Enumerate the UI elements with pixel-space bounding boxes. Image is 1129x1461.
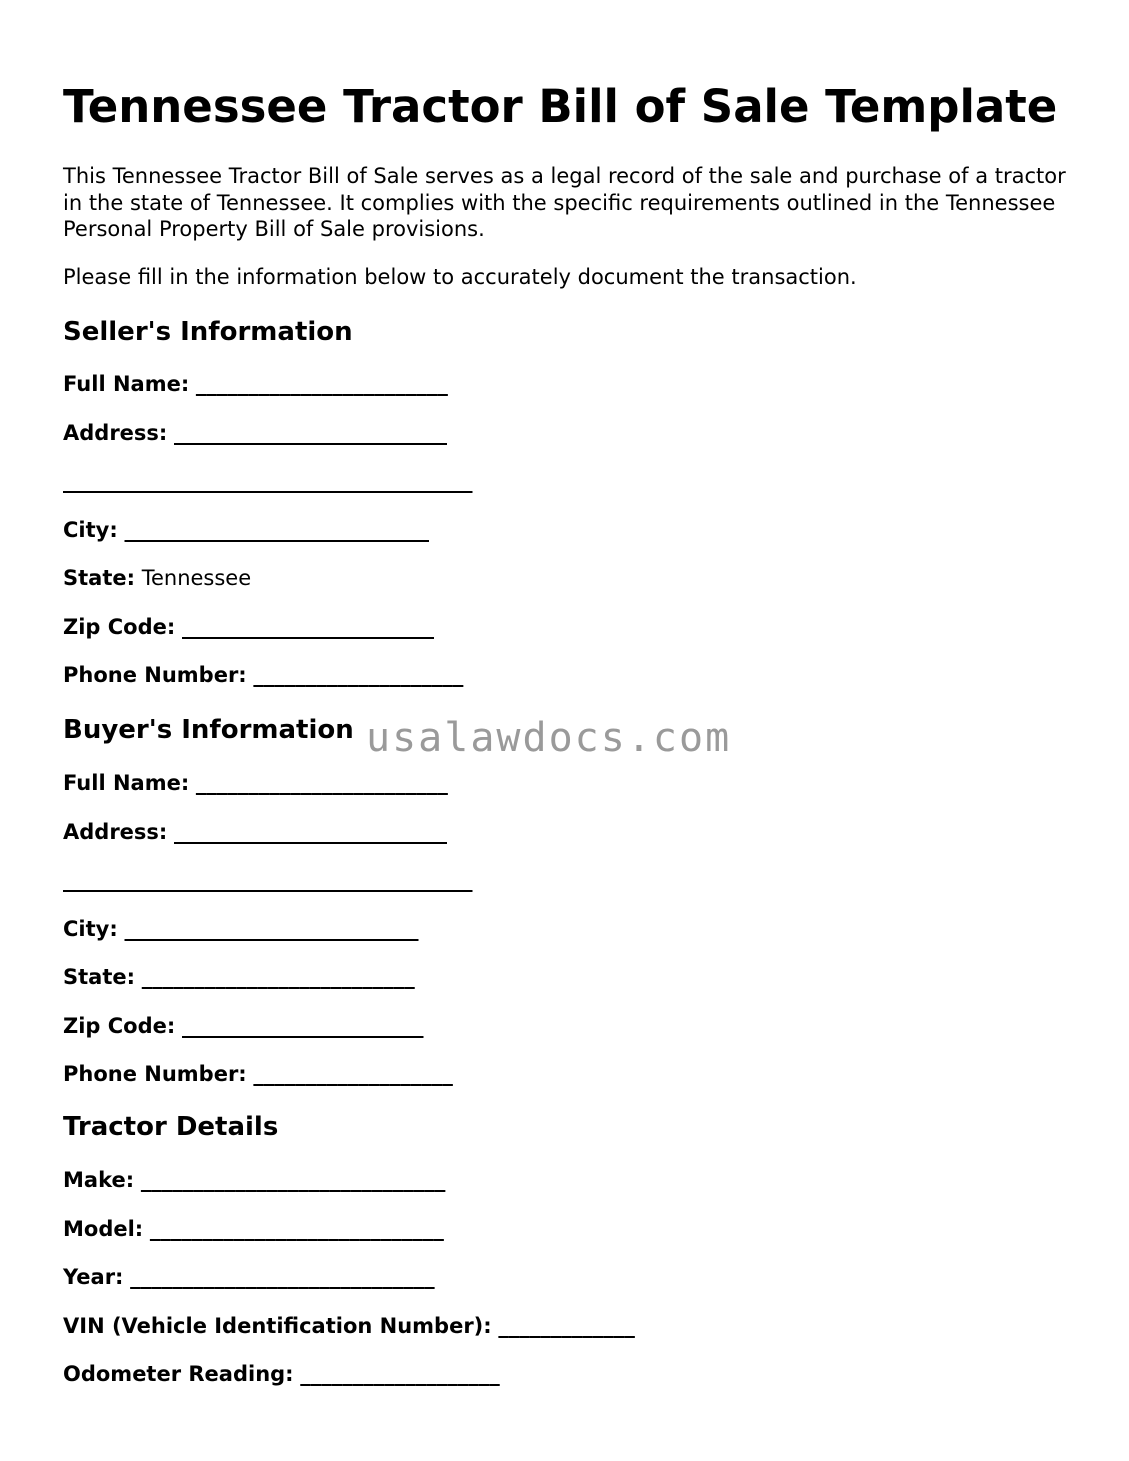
- tractor-vin-label: VIN (Vehicle Identification Number):: [63, 1314, 492, 1338]
- tractor-odometer-label: Odometer Reading:: [63, 1362, 294, 1386]
- seller-zip-field[interactable]: [63, 614, 434, 640]
- seller-city-label: City:: [63, 518, 118, 542]
- tractor-model-blank[interactable]: ____________________________: [149, 1217, 444, 1241]
- seller-address-line2-field[interactable]: [63, 468, 473, 494]
- seller-city-blank[interactable]: _____________________________: [124, 518, 429, 542]
- seller-heading: Seller's Information: [63, 317, 353, 347]
- buyer-zip-field[interactable]: [63, 1013, 423, 1039]
- buyer-city-blank[interactable]: ____________________________: [124, 917, 419, 941]
- intro-paragraph: This Tennessee Tractor Bill of Sale serves as a legal record of the sale and purchase of a tractor in the state of Tennessee. It complies with the specific requirements outlined in the Tennessee Personal Property Bill of Sale provisions.: [63, 164, 1066, 241]
- seller-city-field[interactable]: [63, 517, 429, 543]
- seller-address-label: Address:: [63, 421, 168, 445]
- page-title: Tennessee Tractor Bill of Sale Template: [63, 80, 1058, 133]
- seller-state-value: Tennessee: [141, 566, 252, 590]
- buyer-zip-blank[interactable]: _______________________: [181, 1014, 424, 1038]
- seller-address-line2-blank[interactable]: _______________________________________: [63, 469, 473, 493]
- buyer-full-name-label: Full Name:: [63, 771, 190, 795]
- buyer-state-blank[interactable]: __________________________: [141, 965, 415, 989]
- tractor-year-field[interactable]: [63, 1264, 435, 1290]
- tractor-heading: Tractor Details: [63, 1112, 279, 1142]
- buyer-full-name-field[interactable]: [63, 770, 448, 796]
- seller-phone-label: Phone Number:: [63, 663, 247, 687]
- buyer-address-blank[interactable]: __________________________: [174, 820, 448, 844]
- tractor-make-field[interactable]: [63, 1167, 445, 1193]
- buyer-address-line2-blank[interactable]: _______________________________________: [63, 868, 473, 892]
- buyer-phone-label: Phone Number:: [63, 1062, 247, 1086]
- buyer-state-field[interactable]: [63, 964, 415, 990]
- seller-zip-blank[interactable]: ________________________: [181, 615, 434, 639]
- buyer-city-label: City:: [63, 917, 118, 941]
- buyer-address-line2-field[interactable]: [63, 867, 473, 893]
- seller-full-name-field[interactable]: [63, 371, 448, 397]
- tractor-year-blank[interactable]: _____________________________: [130, 1265, 435, 1289]
- buyer-phone-blank[interactable]: ___________________: [253, 1062, 453, 1086]
- seller-zip-label: Zip Code:: [63, 615, 176, 639]
- seller-full-name-label: Full Name:: [63, 372, 190, 396]
- tractor-model-field[interactable]: [63, 1216, 444, 1242]
- tractor-make-label: Make:: [63, 1168, 135, 1192]
- seller-address-blank[interactable]: __________________________: [174, 421, 448, 445]
- tractor-odometer-blank[interactable]: ___________________: [300, 1362, 500, 1386]
- buyer-heading: Buyer's Information: [63, 715, 354, 745]
- tractor-odometer-field[interactable]: [63, 1361, 500, 1387]
- seller-state-label: State:: [63, 566, 136, 590]
- seller-phone-blank[interactable]: ____________________: [253, 663, 464, 687]
- tractor-year-label: Year:: [63, 1265, 124, 1289]
- buyer-phone-field[interactable]: [63, 1061, 453, 1087]
- tractor-vin-blank[interactable]: _____________: [498, 1314, 635, 1338]
- seller-full-name-blank[interactable]: ________________________: [195, 372, 448, 396]
- buyer-address-label: Address:: [63, 820, 168, 844]
- seller-phone-field[interactable]: [63, 662, 463, 688]
- seller-state-field: [63, 565, 251, 591]
- buyer-zip-label: Zip Code:: [63, 1014, 176, 1038]
- seller-address-field[interactable]: [63, 420, 447, 446]
- instructions-paragraph: Please fill in the information below to accurately document the transaction.: [63, 265, 857, 289]
- buyer-state-label: State:: [63, 965, 136, 989]
- tractor-model-label: Model:: [63, 1217, 144, 1241]
- tractor-vin-field[interactable]: [63, 1313, 635, 1339]
- tractor-make-blank[interactable]: _____________________________: [140, 1168, 446, 1192]
- buyer-address-field[interactable]: [63, 819, 447, 845]
- buyer-full-name-blank[interactable]: ________________________: [195, 771, 448, 795]
- buyer-city-field[interactable]: [63, 916, 418, 942]
- watermark: usalawdocs.com: [366, 715, 732, 761]
